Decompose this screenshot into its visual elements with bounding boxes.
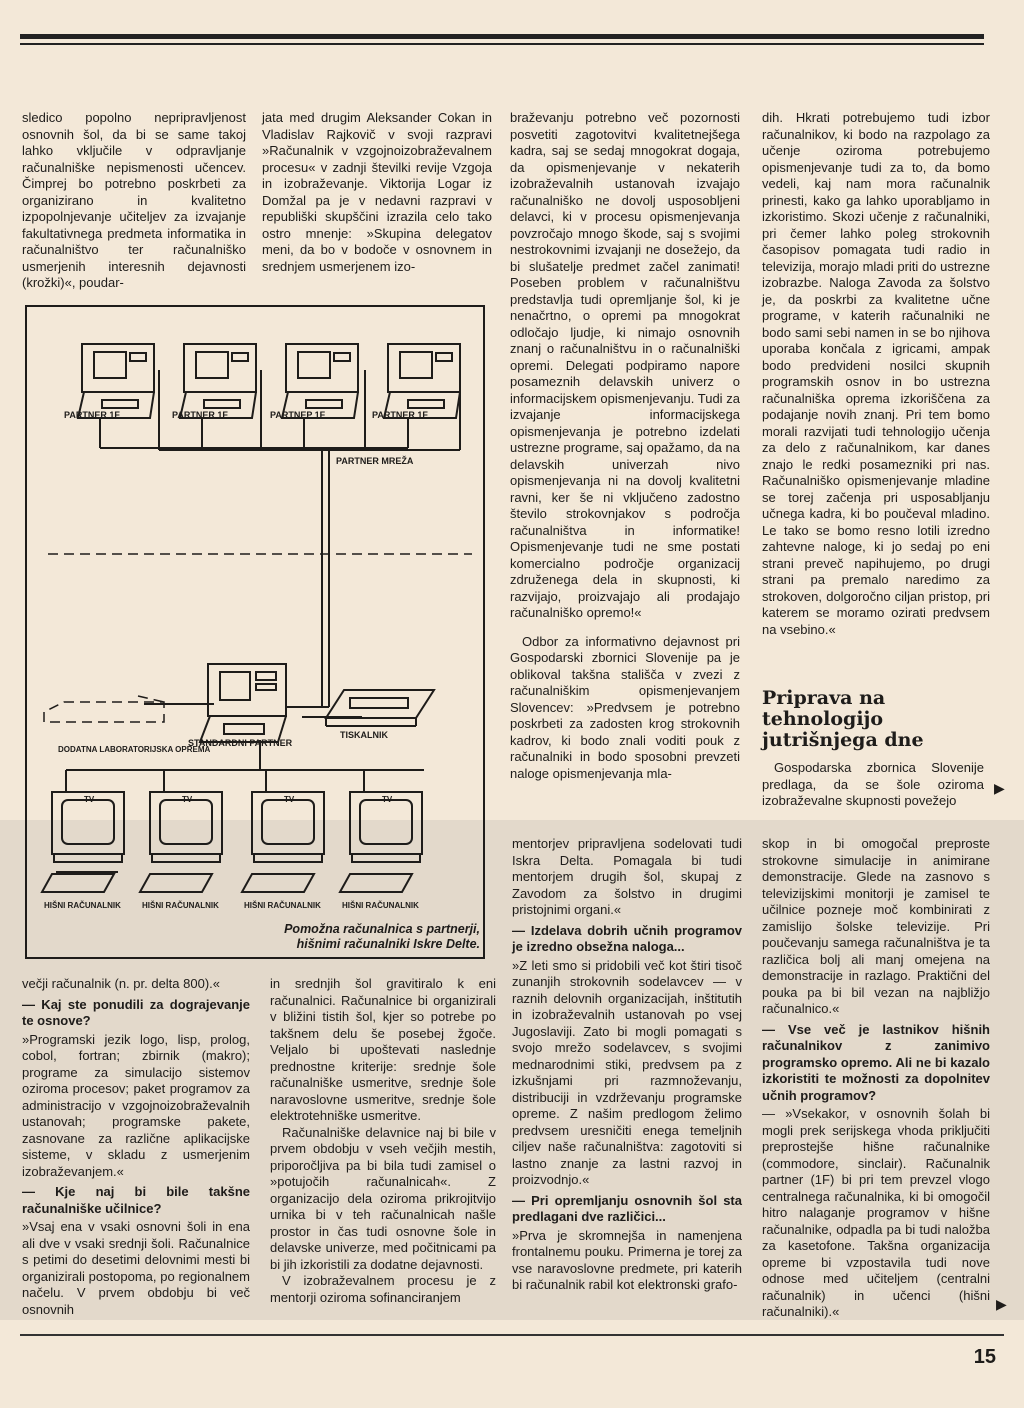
label-standard-partner: STANDARDNI PARTNER: [188, 738, 293, 748]
column-7: [512, 836, 742, 1294]
continue-arrow-icon: ▶: [994, 780, 1005, 796]
column-1: [22, 110, 246, 292]
label-network: PARTNER MREŽA: [336, 456, 414, 466]
label-tv-3: TV: [284, 795, 295, 804]
paragraph: dih. Hkrati potrebujemo tudi izbor računalnikov, ki bodo na razpolago za učenje oziroma potrebujemo opismenjevanje tudi za to, da bomo vedeli, kaj nam mora računalnik prinesti, kako ga lahko uporabljamo in izkoristimo. Skozi učenje z računalniki, pri čemer lahko poleg strokovnih časopisov pomagata tudi radio in televizija, morajo mladi priti do ustrezne izobrazbe. Naloga Zavoda za šolstvo je, da poskrbi za kvalitetne učne programe, v katerih računalniki ne bodo sami sebi namen in se bo njihova uporaba končala z igricami, ampak bodo predvideni nosilci skupnih programskih osnov in bo ustrezna računalniška oprema izkoriščena za podajanje novih znanj. Pri tem bomo morali razvijati tudi tehnologijo učenja za delo z računalnikom, kar danes znajo le redki posamezniki pri nas. Računalniško opismenjevanje mladine se torej začenja pri usposabljanju učnega kadra, ki bo poučeval mladino. Le tako se bomo resno lotili izredno zahtevne naloge, ki jo sedaj po eni strani preveč napihujemo, po drugi strani pa premalo naredimo za strokoven, dolgoročno ciljan pristop, pri katerem se moramo ozirati predvsem na vsebino.«: [762, 110, 990, 637]
paragraph: mentorjev pripravljena sodelovati tudi Iskra Delta. Pomagala bi tudi mentorjem drugih šol, skupaj z Zavodom za šolstvo in drugimi pristojnimi organi.«: [512, 836, 742, 917]
label-tv-4: TV: [382, 795, 393, 804]
paragraph: »Vsaj ena v vsaki osnovni šoli in ena ali dve v vsaki srednji šoli. Računalnice s petimi do desetimi delovnimi mesti bi organizirali postopoma, po regionalnem načelu. V prvem obdobju bi več osnovnih: [22, 1219, 250, 1317]
paragraph: Gospodarska zbornica Slovenije predlaga, da se šole oziroma izobraževalne skupnosti povežejo: [762, 760, 984, 808]
label-partner-4: PARTNER 1F: [372, 410, 428, 420]
column-6: [270, 976, 496, 1306]
paragraph: skop in bi omogočal preproste strokovne simulacije in animirane demonstracije. Glede na zasnovo s televizijskimi monitorji je zamisel te učilnice pozneje moč kombinirati z zamislijo šolske televizije. Pri poučevanju samega računalništva je ta različica bolj ali manj omejena na demonstracije in razlago. Praktični del pouka pa bi bil vezan na najbližjo računalnico.«: [762, 836, 990, 1016]
label-home-computer-4: HIŠNI RAČUNALNIK: [342, 901, 419, 910]
paragraph: Računalniške delavnice naj bi bile v prvem obdobju v vseh večjih mestih, priporočljiva pa bi bila tudi zamisel o »potujočih računalnicah«. Z organizacijo dela oziroma prikrojitvijo urnika bi v teh računalnicah našle prostor in čas tudi osnovne šole in delavske univerze, med počitnicami pa bi jih izkoristili za dodatne dejavnosti.: [270, 1124, 496, 1272]
column-3: [510, 110, 740, 782]
section-headline: Priprava na tehnologijo jutrišnjega dne: [762, 687, 924, 751]
paragraph: V izobraževalnem procesu je z mentorji oziroma sofinanciranjem: [270, 1273, 496, 1305]
label-tv-1: TV: [84, 795, 95, 804]
paragraph: — »Vsekakor, v osnovnih šolah bi mogli prek serijskega vhoda priključiti preprostejše hišne računalnike (commodore, sinclair). Računalnik partner (1F) bi pri tem prevzel vlogo centralnega računalnika, ki bi omogočil hitro nalaganje programov v hišne računalnike, odpadla pa bi tudi naložba za kasetofone. Takšna organizacija opreme bi vzpostavila tudi nove odnose med učiteljem (centralni računalnik) in učenci (hišni računalniki).«: [762, 1106, 990, 1319]
paragraph: »Programski jezik logo, lisp, prolog, cobol, fortran; zbirnik (makro); programe za simulacijo sistemov oziroma procesov; paket programov za administracijo v vzgojnoizobraževalnih ustanovah; programske pakete, zasnovane za različne aplikacijske sisteme, v skladu z usmerjenim izobraževanjem.«: [22, 1031, 250, 1179]
paragraph: Odbor za informativno dejavnost pri Gospodarski zbornici Slovenije pa je oblikoval takšna stališča v zvezi z računalniškim opismenjevanjem Slovencev: »Predvsem je potrebno poskrbeti za zadosten krog strokovnih kadrov, ki bodo znali voditi pouk z računalniki in bodo sposobni prevzeti naloge opismenjevanja mla-: [510, 633, 740, 781]
column-5: [22, 976, 250, 1318]
continue-arrow-icon: ▶: [996, 1296, 1007, 1312]
paragraph: braževanju potrebno več pozornosti posvetiti zagotovitvi kvalitetnejšega kadra, saj se sedaj mnogokrat dogaja, da opismenjevanje v nekaterih izobraževalnih ustanovah izvajajo računalniško ne dovolj usposobljeni delavci, ki v procesu opismenjevanja povzročajo mnogo škode, saj s svojimi nestrokovnimi izvajanji ne dosežejo, da bi slušatelje predmet začel zanimati! Poseben problem v računalništvu predstavlja tudi opremljanje šol, ki je nenačrtno, o opremi pa mnogokrat odločajo ljudje, ki nimajo osnovnih znanj o računalništvu in o računalniški opremi. Delegati podpiramo napore posameznih delavskih univerz o informacijskem opismenjevanju. Tudi za izvajanje informacijskega opismenjevanja je potrebno izdelati ustrezne programe, saj opažamo, da na delavskih univerzah nivo opismenjevanja ni na dovolj kvalitetni ravni, ker še ni vključeno zadostno število strokovnjakov s področja računalništva in informatike! Opismenjevanje tudi ne sme postati komercialno področje organizacij združenega dela in skupnosti, ki razvijajo, proizvajajo ali prodajajo računalniško opremo!«: [510, 110, 740, 620]
interview-question: — Kaj ste ponudili za dograjevanje te osnove?: [22, 996, 250, 1028]
label-home-computer-3: HIŠNI RAČUNALNIK: [244, 901, 321, 910]
label-partner-2: PARTNER 1F: [172, 410, 228, 420]
column-2: [262, 110, 492, 275]
column-4-tail: [762, 760, 984, 810]
paragraph: »Z leti smo si pridobili več kot štiri tisoč zunanjih strokovnih sodelavcev — v raznih delovnih organizacijah, inštitutih in izobraževalnih ustanovah po vsej Jugoslaviji. Zato bi mogli pomagati s svojo mrežo sodelavcev, s svojimi mednarodnimi stiki, predvsem pa z izkušnjami pri razmnoževanju, distribuciji in vzdrževanju programske opreme. Z našim predlogom želimo predvsem uresničiti enega temeljnih ciljev naše računalništva: zagotoviti si lastno znanje za lastni razvoj in proizvodnjo.«: [512, 957, 742, 1187]
top-rule-thin: [20, 43, 984, 45]
top-rule-thick: [20, 34, 984, 39]
network-diagram: [24, 292, 486, 960]
label-tv-2: TV: [182, 795, 193, 804]
diagram-caption: Pomožna računalnica s partnerji, hišnimi računalniki Iskre Delte.: [284, 922, 480, 951]
bottom-rule: [20, 1334, 1004, 1336]
label-partner-3: PARTNEP 1F: [270, 410, 326, 420]
paragraph: »Prva je skromnejša in namenjena frontalnemu pouku. Primerna je torej za vse naravoslovne predmete, pri katerih bi računalnik rabil kot elektronski grafo-: [512, 1227, 742, 1292]
paragraph: in srednjih šol gravitiralo k eni računalnici. Računalnice bi organizirali v bližini tistih šol, kjer so potrebe po takšnem delu še posebej žgoče. Veljalo bi upoštevati naslednje prednostne kriterije: srednje šole računalniške usmeritve, srednje šole naravoslovne usmeritve, srednje šole elektrotehniške usmeritve.: [270, 976, 496, 1123]
interview-question: — Vse več je lastnikov hišnih računalnikov z zanimivo programsko opremo. Ali ne bi kazalo izkoristiti te možnosti za dopolnitev učnih programov?: [762, 1021, 990, 1103]
label-home-computer-2: HIŠNI RAČUNALNIK: [142, 901, 219, 910]
column-8: [762, 836, 990, 1321]
paragraph: sledico popolno nepripravljenost osnovnih šol, da bi se same takoj lahko vključile v odpravljanje računalniške nepismenosti učencev. Čimprej bo potrebno poskrbeti za organizirano in kvalitetno izpopolnjevanje učiteljev za izvajanje fakultativnega predmeta informatika in računalništvo ter računalniško usmerjenih interesnih dejavnosti (krožki)«, poudar-: [22, 110, 246, 290]
label-printer: TISKALNIK: [340, 730, 388, 740]
interview-question: — Izdelava dobrih učnih programov je izredno obsežna naloga...: [512, 922, 742, 954]
label-home-computer-1: HIŠNI RAČUNALNIK: [44, 901, 121, 910]
page-number: 15: [973, 1346, 996, 1368]
interview-question: — Pri opremljanju osnovnih šol sta predlagani dve različici...: [512, 1192, 742, 1224]
paragraph: jata med drugim Aleksander Cokan in Vladislav Rajkovič v svoji razpravi »Računalnik v vzgojnoizobraževalnem procesu« v zadnji številki revije Vzgoja in izobraževanje. Viktorija Logar iz Domžal pa je v nedavni razpravi v republiški skupščini izrazila celo tako ostro mnenje: »Skupina delegatov meni, da bo v bodoče v osnovnem in srednjem usmerjenem izo-: [262, 110, 492, 274]
column-4: [762, 110, 990, 638]
label-lab-equipment: DODATNA LABORATORIJSKA OPREMA: [58, 745, 211, 754]
interview-question: — Kje naj bi bile takšne računalniške učilnice?: [22, 1184, 250, 1216]
paragraph: večji računalnik (n. pr. delta 800).«: [22, 976, 220, 991]
label-partner-1: PARTNER 1F: [64, 410, 120, 420]
